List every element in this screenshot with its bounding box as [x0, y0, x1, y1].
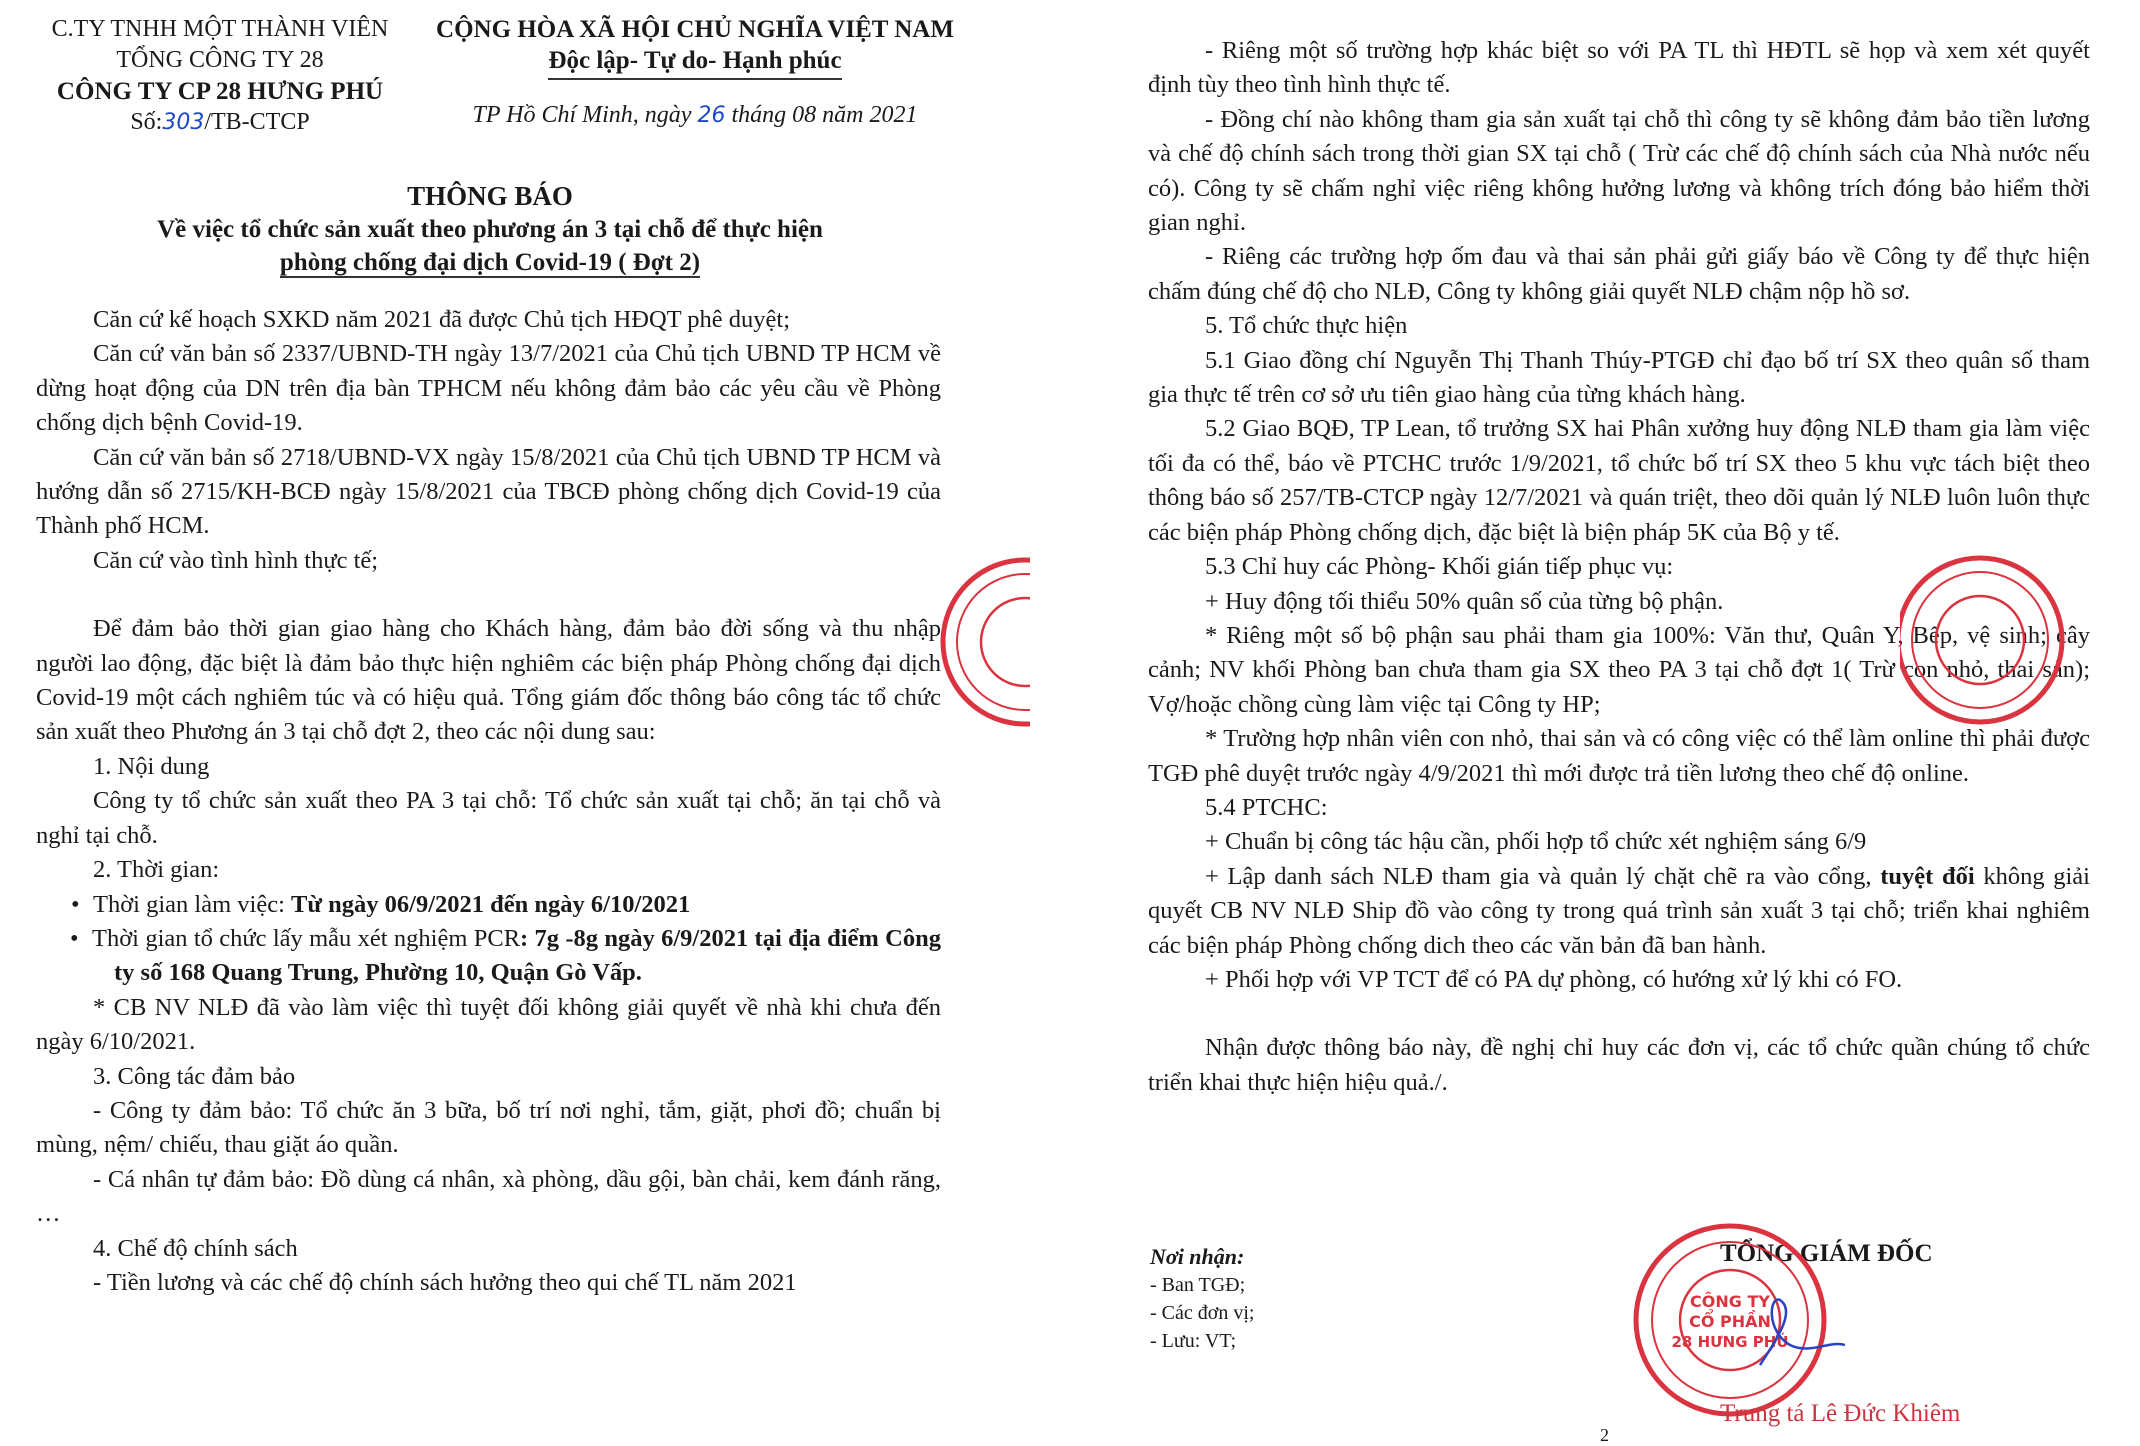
recipients-block [1150, 1243, 1254, 1355]
signer-name: Trung tá Lê Đức Khiêm [1720, 1400, 1961, 1427]
director-title: TỔNG GIÁM ĐỐC [1720, 1240, 1933, 1267]
paragraph: Căn cứ vào tình hình thực tế; [93, 546, 379, 574]
paragraph: + Phối hợp với VP TCT để có PA dự phòng, có hướng xử lý khi có FO. [1205, 965, 1903, 993]
national-header [420, 14, 970, 131]
issuer-header [20, 14, 420, 138]
paragraph: Căn cứ văn bản số 2337/UBND-TH ngày 13/7/2021 của Chủ tịch UBND TP HCM về dừng hoạt động của DN trên địa bàn TPHCM nếu không đảm bảo các yêu cầu về Phòng chống dịch bệnh Covid-19. [36, 340, 941, 437]
issuer-company: CÔNG TY CP 28 HƯNG PHÚ [56, 78, 384, 105]
paragraph: - Riêng một số trường hợp khác biệt so với PA TL thì HĐTL sẽ họp và xem xét quyết định tùy theo tình hình thực tế. [1148, 37, 2090, 99]
company-stamp-partial [930, 552, 1030, 732]
recipient-item: - Ban TGĐ; [1150, 1274, 1246, 1296]
paragraph: Căn cứ kế hoạch SXKD năm 2021 đã được Chủ tịch HĐQT phê duyệt; [93, 306, 791, 333]
paragraph: - Công ty đảm bảo: Tổ chức ăn 3 bữa, bố trí nơi nghỉ, tắm, giặt, phơi đồ; chuẩn bị mùng, nệm/ chiếu, thau giặt áo quần. [36, 1096, 941, 1159]
document-number: Số:303/TB-CTCP [130, 109, 310, 135]
notice-title [60, 180, 920, 279]
paragraph: - Cá nhân tự đảm bảo: Đồ dùng cá nhân, xà phòng, dầu gội, bàn chải, kem đánh răng, … [36, 1165, 941, 1228]
paragraph: + Lập danh sách NLĐ tham gia và quản lý chặt chẽ ra vào cổng, tuyệt đối không giải quyết CB NV NLĐ Ship đồ vào công ty trong quá trình sản xuất 3 tại chỗ; triển khai nghiêm các biện pháp Phòng chống dich theo các văn bản đã ban hành. [1148, 862, 2090, 959]
title-line3: phòng chống đại dịch Covid-19 ( Đợt 2) [279, 249, 701, 276]
section-heading: 3. Công tác đảm bảo [93, 1062, 296, 1090]
recipient-item: - Lưu: VT; [1150, 1330, 1237, 1352]
issuer-line1: C.TY TNHH MỘT THÀNH VIÊN [51, 16, 389, 42]
paragraph: * Riêng một số bộ phận sau phải tham gia 100%: Văn thư, Quân Y, Bếp, vệ sinh; cây cảnh; NV khối Phòng ban chưa tham gia SX theo PA 3 tại chỗ đợt 1( Trừ con nhỏ, thai sản); Vợ/hoặc chồng cùng làm việc tại Công ty HP; [1148, 621, 2090, 718]
motto: Độc lập- Tự do- Hạnh phúc [548, 45, 841, 80]
recipients-title: Nơi nhận: [1150, 1244, 1245, 1269]
paragraph: - Riêng các trường hợp ốm đau và thai sản phải gửi giấy báo về Công ty để thực hiện chấm đúng chế độ cho NLĐ, Công ty không giải quyết NLĐ chậm nộp hồ sơ. [1148, 243, 2090, 305]
nation-title: CỘNG HÒA XÃ HỘI CHỦ NGHĨA VIỆT NAM [436, 16, 954, 43]
section-heading: 5. Tổ chức thực hiện [1205, 312, 1408, 340]
stamp-text-line2: CỔ PHẦN [1689, 1312, 1771, 1331]
issue-date: TP Hồ Chí Minh, ngày 26 tháng 08 năm 2021 [472, 102, 918, 128]
paragraph: - Tiền lương và các chế độ chính sách hưởng theo qui chế TL năm 2021 [93, 1268, 797, 1296]
stamp-text-line1: CÔNG TY [1690, 1292, 1770, 1311]
section-heading: 4. Chế độ chính sách [93, 1234, 298, 1262]
paragraph: * Trường hợp nhân viên con nhỏ, thai sản và có công việc có thể làm online thì phải được TGĐ phê duyệt trước ngày 4/9/2021 thì mới được trả tiền lương theo chế độ online. [1148, 725, 2090, 787]
closing-paragraph: Nhận được thông báo này, đề nghị chỉ huy các đơn vị, các tổ chức quần chúng tổ chức triển khai thực hiện hiệu quả./. [1148, 1034, 2090, 1096]
title-line2: Về việc tổ chức sản xuất theo phương án 3 tại chỗ để thực hiện [157, 216, 823, 243]
section-heading: 1. Nội dung [93, 752, 210, 780]
section-heading: 2. Thời gian: [93, 856, 220, 884]
document-page-right [1110, 0, 2140, 1443]
paragraph: 5.2 Giao BQĐ, TP Lean, tổ trưởng SX hai Phân xưởng huy động NLĐ tham gia làm việc tối đa có thể, báo về PTCHC trước 1/9/2021, tổ chức bố trí SX theo 5 khu vực tách biệt theo thông báo số 257/TB-CTCP ngày 12/7/2021 và quán triệt, theo dõi quản lý NLĐ luôn luôn thực các biện pháp Phòng chống dịch, đặc biệt là biện pháp 5K của Bộ y tế. [1148, 415, 2090, 546]
title-line1: THÔNG BÁO [407, 181, 573, 211]
paragraph: 5.1 Giao đồng chí Nguyễn Thị Thanh Thúy-PTGĐ chỉ đạo bố trí SX theo quân số tham gia thực tế trên cơ sở ưu tiên giao hàng của từng khách hàng. [1148, 346, 2090, 409]
bullet-item: • Thời gian tổ chức lấy mẫu xét nghiệm PCR: 7g -8g ngày 6/9/2021 tại địa điểm Công ty số 168 Quang Trung, Phường 10, Quận Gò Vấp. [70, 924, 941, 987]
bullet-item: • Thời gian làm việc: Từ ngày 06/9/2021 đến ngày 6/10/2021 [71, 890, 691, 918]
page-number: 2 [1600, 1425, 1609, 1445]
stamp-text-line3: 28 HƯNG PHÚ [1671, 1333, 1789, 1351]
paragraph: * CB NV NLĐ đã vào làm việc thì tuyệt đối không giải quyết về nhà khi chưa đến ngày 6/10/2021. [36, 993, 941, 1056]
company-stamp-seal [1900, 550, 2130, 730]
section-heading: 5.3 Chỉ huy các Phòng- Khối gián tiếp phục vụ: [1205, 553, 1674, 581]
paragraph: Công ty tổ chức sản xuất theo PA 3 tại chỗ: Tổ chức sản xuất tại chỗ; ăn tại chỗ và nghỉ tại chỗ. [36, 787, 941, 849]
paragraph: + Huy động tối thiểu 50% quân số của từng bộ phận. [1205, 587, 1724, 615]
paragraph: + Chuẩn bị công tác hậu cần, phối hợp tổ chức xét nghiệm sáng 6/9 [1205, 828, 1867, 856]
issuer-line2: TỔNG CÔNG TY 28 [116, 47, 324, 73]
company-stamp-main [1630, 1215, 1870, 1425]
paragraph: Căn cứ văn bản số 2718/UBND-VX ngày 15/8/2021 của Chủ tịch UBND TP HCM và hướng dẫn số 2715/KH-BCĐ ngày 15/8/2021 của TBCĐ phòng chống dịch Covid-19 của Thành phố HCM. [36, 443, 941, 540]
body-left [36, 303, 941, 1300]
recipient-item: - Các đơn vị; [1150, 1302, 1255, 1324]
document-page-left [0, 0, 1030, 1443]
paragraph: - Đồng chí nào không tham gia sản xuất tại chỗ thì công ty sẽ không đảm bảo tiền lương và chế độ chính sách trong thời gian SX tại chỗ ( Trừ các chế độ chính sách của Nhà nước nếu có). Công ty sẽ chấm nghỉ việc riêng không hưởng lương và không trích đóng bảo hiểm thời gian nghỉ. [1148, 105, 2090, 237]
paragraph: Để đảm bảo thời gian giao hàng cho Khách hàng, đảm bảo đời sống và thu nhập người lao động, đặc biệt là đảm bảo thực hiện nghiêm các biện pháp Phòng chống đại dịch Covid-19 một cách nghiêm túc và có hiệu quả. Tổng giám đốc thông báo công tác tổ chức sản xuất theo Phương án 3 tại chỗ đợt 2, theo các nội dung sau: [36, 615, 941, 746]
section-heading: 5.4 PTCHC: [1205, 793, 1328, 821]
